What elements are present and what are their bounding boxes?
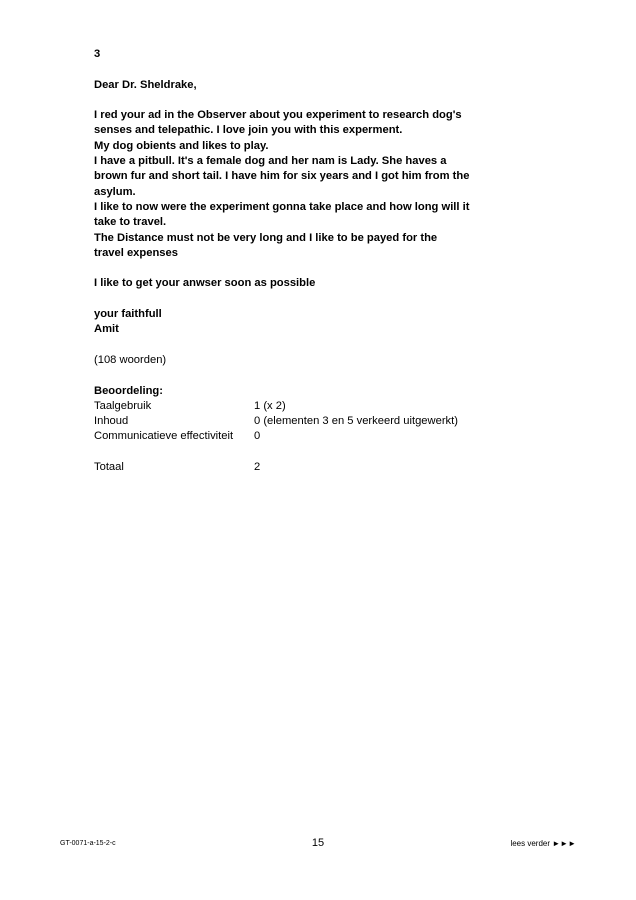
document-page [94,47,574,475]
assessment-row [94,414,574,429]
letter-signoff: your faithfull [94,308,162,321]
assessment-label: Inhoud [94,415,129,428]
page-number: 15 [311,837,325,849]
letter-line: I red your ad in the Observer about you experiment to research dog's [94,109,462,122]
assessment-value: 0 (elementen 3 en 5 verkeerd uitgewerkt) [254,415,458,428]
letter-line: I like to now were the experiment gonna take place and how long will it [94,200,470,213]
assessment-label: Taalgebruik [94,399,152,412]
letter-body [94,108,574,261]
assessment-row [94,429,574,444]
letter-line: The Distance must not be very long and I like to be payed for the [94,231,438,244]
letter-line: take to travel. [94,216,167,229]
assessment-row [94,399,574,414]
letter-line: asylum. [94,185,136,198]
assessment-value: 1 (x 2) [254,399,286,412]
page-footer [0,837,636,851]
letter-closing-request: I like to get your anwser soon as possible [94,277,316,290]
total-label: Totaal [94,461,124,474]
assessment-total-row [94,460,574,475]
assessment-label: Communicatieve effectiviteit [94,430,234,443]
letter-signature: Amit [94,323,119,336]
question-number: 3 [94,48,101,60]
continue-note: lees verder ►►► [510,839,576,848]
letter-line: I have a pitbull. It's a female dog and her nam is Lady. She haves a [94,155,447,168]
letter-salutation: Dear Dr. Sheldrake, [94,78,197,91]
letter-line: travel expenses [94,246,178,259]
word-count: (108 woorden) [94,353,167,366]
document-code: GT-0071-a-15-2-c [60,840,116,847]
letter-line: brown fur and short tail. I have him for six years and I got him from the [94,170,470,183]
assessment-heading: Beoordeling: [94,384,163,397]
assessment-value: 0 [254,430,261,443]
letter-line: senses and telepathic. I love join you with this experment. [94,124,403,137]
total-value: 2 [254,461,261,474]
letter-line: My dog obients and likes to play. [94,139,269,152]
assessment-table [94,399,574,475]
